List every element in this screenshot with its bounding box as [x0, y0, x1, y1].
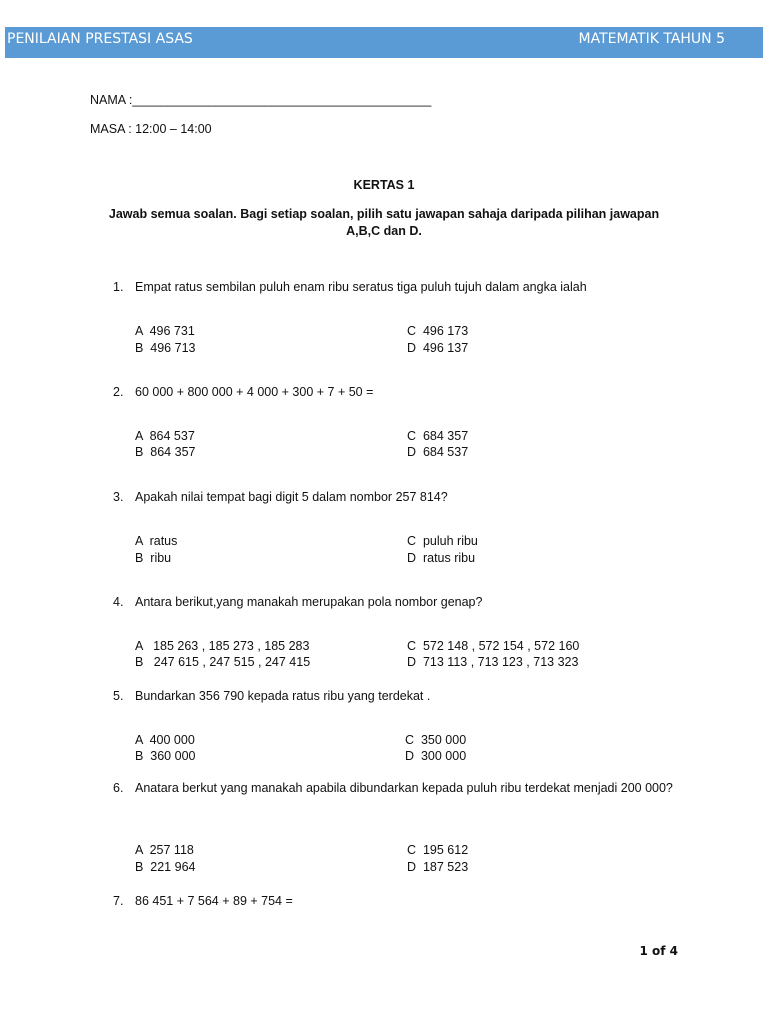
- option-c: C 684 357: [407, 429, 469, 443]
- option-b: B 221 964: [135, 860, 196, 874]
- question-text: Empat ratus sembilan puluh enam ribu seratus tiga puluh tujuh dalam angka ialah: [135, 280, 587, 294]
- option-a: A 496 731: [135, 324, 195, 338]
- option-a: A ratus: [135, 534, 178, 548]
- option-b: B ribu: [135, 551, 172, 565]
- question-text: Bundarkan 356 790 kepada ratus ribu yang terdekat .: [135, 689, 431, 703]
- question-text: 86 451 + 7 564 + 89 + 754 =: [135, 894, 293, 908]
- question-text: Apakah nilai tempat bagi digit 5 dalam nombor 257 814?: [135, 490, 448, 504]
- option-b: B 496 713: [135, 341, 196, 355]
- header-title-right: MATEMATIK TAHUN 5: [578, 31, 725, 47]
- option-d: D 187 523: [407, 860, 469, 874]
- instructions: Jawab semua soalan. Bagi setiap soalan, pilih satu jawapan sahaja daripada pilihan jawapan A,B,C dan D.: [108, 207, 660, 238]
- option-c: C puluh ribu: [407, 534, 478, 548]
- option-d: D 300 000: [405, 749, 467, 763]
- header-title-left: PENILAIAN PRESTASI ASAS: [7, 31, 193, 47]
- header-bar: [5, 27, 763, 58]
- time-field: MASA : 12:00 – 14:00: [90, 122, 212, 136]
- name-field: NAMA :___________________________________________: [90, 93, 432, 107]
- option-a: A 864 537: [135, 429, 195, 443]
- option-c: C 350 000: [405, 733, 467, 747]
- paper-title: KERTAS 1: [353, 178, 415, 192]
- question-text: Antara berikut,yang manakah merupakan pola nombor genap?: [135, 595, 483, 609]
- option-d: D 496 137: [407, 341, 469, 355]
- option-a: A 257 118: [135, 843, 194, 857]
- option-b: B 360 000: [135, 749, 196, 763]
- option-a: A 400 000: [135, 733, 195, 747]
- question-text: 60 000 + 800 000 + 4 000 + 300 + 7 + 50 =: [135, 385, 374, 399]
- option-d: D 684 537: [407, 445, 469, 459]
- option-c: C 572 148 , 572 154 , 572 160: [407, 639, 580, 653]
- option-c: C 195 612: [407, 843, 469, 857]
- option-b: B 247 615 , 247 515 , 247 415: [135, 655, 311, 669]
- question-number: 3.: [113, 490, 124, 504]
- option-b: B 864 357: [135, 445, 196, 459]
- question-text: Anatara berkut yang manakah apabila dibundarkan kepada puluh ribu terdekat menjadi 200 000?: [135, 781, 673, 795]
- question-number: 5.: [113, 689, 124, 703]
- option-d: D ratus ribu: [407, 551, 476, 565]
- question-number: 2.: [113, 385, 124, 399]
- question-number: 4.: [113, 595, 124, 609]
- question-number: 7.: [113, 894, 124, 908]
- page-number: 1 of 4: [639, 944, 678, 958]
- question-number: 1.: [113, 280, 124, 294]
- option-a: A 185 263 , 185 273 , 185 283: [135, 639, 310, 653]
- option-c: C 496 173: [407, 324, 469, 338]
- option-d: D 713 113 , 713 123 , 713 323: [407, 655, 579, 669]
- question-number: 6.: [113, 781, 124, 795]
